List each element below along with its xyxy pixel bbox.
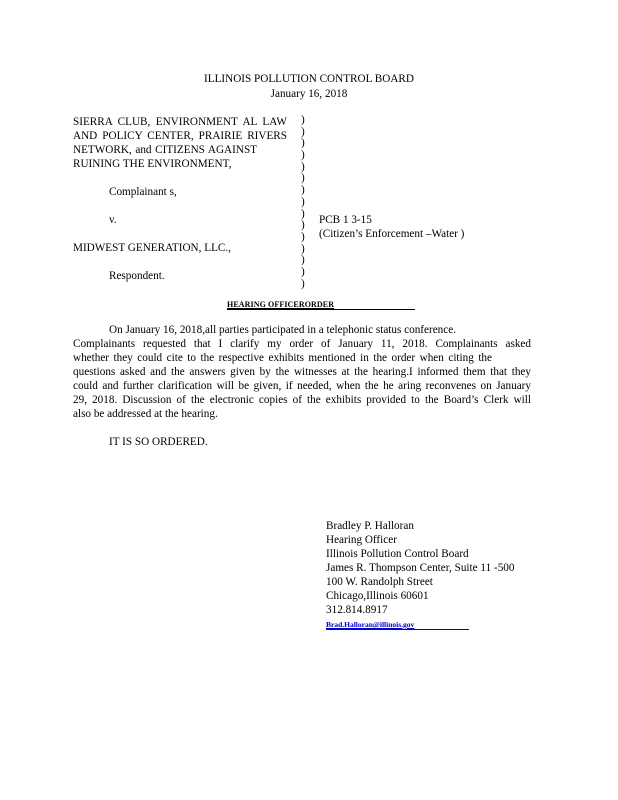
order-paragraph-line: 29, 2018. Discussion of the electronic copies of the exhibits provided to the Board’s Clerk will [73,394,531,406]
street-address: 100 W. Randolph Street [326,576,433,588]
city-address: Chicago,Illinois 60601 [326,590,429,602]
paren: ) [301,149,305,162]
paren: ) [301,160,305,173]
order-paragraph-line: questions asked and the answers given by the witnesses at the hearing.I informed them that they [73,366,531,378]
order-paragraph-line: whether they could cite to the respective exhibits mentioned in the order when citing the [73,352,492,364]
email-underline [326,629,469,630]
complainant-party-line: NETWORK, and CITIZENS AGAINST [73,144,257,156]
case-number: PCB 1 3-15 [319,214,372,226]
heading-underline [227,309,415,310]
paren: ) [301,125,305,138]
case-type: (Citizen’s Enforcement –Water ) [319,228,465,240]
order-paragraph-line: also be addressed at the hearing. [73,408,218,420]
order-paragraph-line: On January 16, 2018,all parties participated in a telephonic status conference. [109,324,456,336]
paren: ) [301,265,305,278]
paren: ) [301,254,305,267]
paren: ) [301,219,305,232]
officer-name: Bradley P. Halloran [326,520,414,532]
paren: ) [301,172,305,185]
order-date: January 16, 2018 [270,88,348,100]
agency-name: Illinois Pollution Control Board [326,548,469,560]
order-heading: HEARING OFFICERORDER [227,300,335,309]
complainant-party-line: SIERRA CLUB, ENVIRONMENT AL LAW [73,116,287,128]
email-link[interactable]: Brad.Halloran@illinois.gov [326,620,415,629]
paren: ) [301,277,305,290]
paren: ) [301,114,305,126]
officer-title: Hearing Officer [326,534,397,546]
caption-parenthesis-column [301,115,305,290]
versus-label: v. [109,214,117,226]
board-title: ILLINOIS POLLUTION CONTROL BOARD [204,73,414,85]
paren: ) [301,137,305,150]
complainant-party-line: AND POLICY CENTER, PRAIRIE RIVERS [73,130,287,142]
building-address: James R. Thompson Center, Suite 11 -500 [326,562,515,574]
order-paragraph-line: could and further clarification will be given, if needed, when the he aring reconvenes on January [73,380,531,392]
phone-number: 312.814.8917 [326,604,388,616]
order-paragraph-line: Complainants requested that I clarify my order of January 11, 2018. Complainants asked [73,338,531,350]
complainant-party-line: RUINING THE ENVIRONMENT, [73,158,232,170]
complainants-label: Complainant s, [109,186,177,198]
respondent-label: Respondent. [109,270,165,282]
respondent-name: MIDWEST GENERATION, LLC., [73,242,231,254]
paren: ) [301,184,305,197]
closing-statement: IT IS SO ORDERED. [109,436,208,448]
paren: ) [301,207,305,220]
paren: ) [301,230,305,243]
paren: ) [301,242,305,255]
paren: ) [301,195,305,208]
